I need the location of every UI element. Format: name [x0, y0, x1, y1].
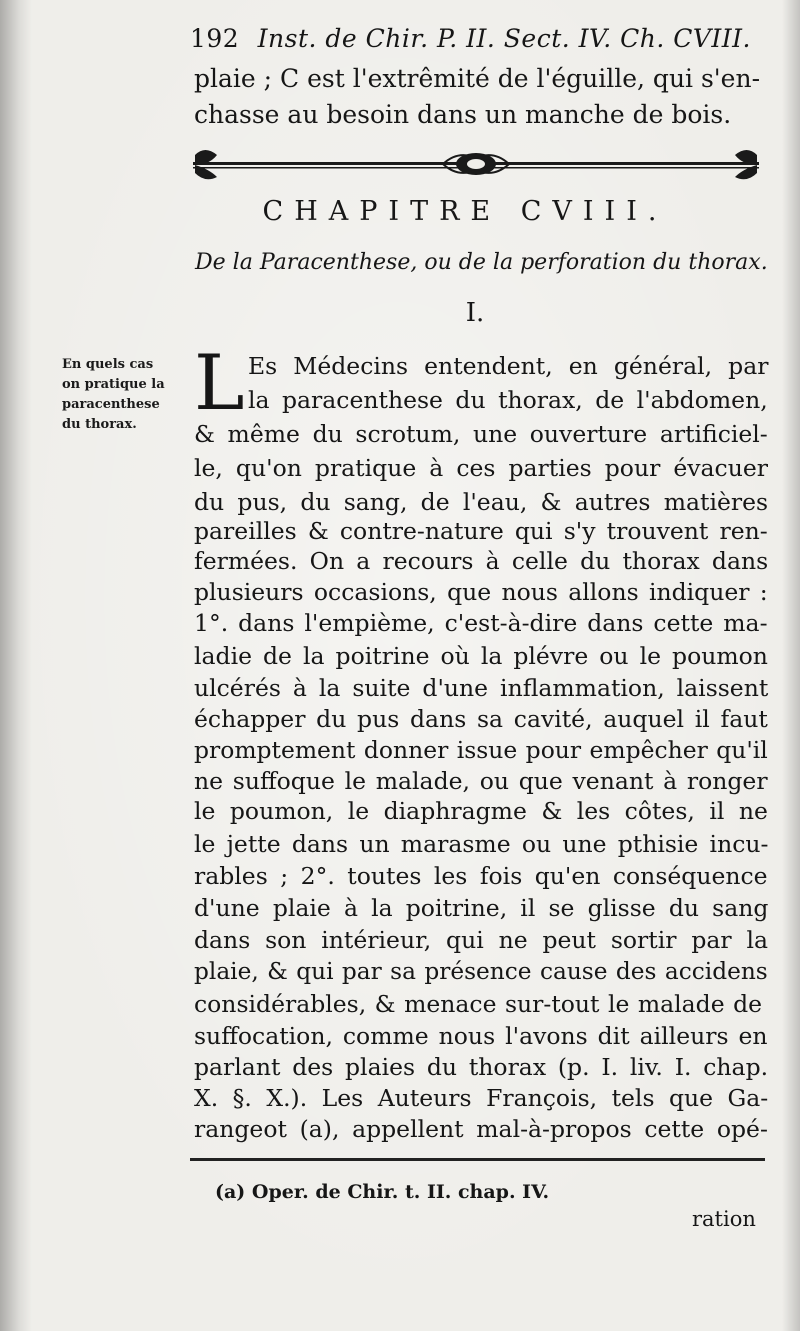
- body-line: d'une plaie à la poitrine, il se glisse du sang: [194, 894, 769, 922]
- body-line: échapper du pus dans sa cavité, auquel il faut: [194, 705, 768, 733]
- body-line: ulcérés à la suite d'une inflammation, laissent: [194, 674, 769, 702]
- body-line: considérables, & menace sur-tout le malade de: [194, 990, 763, 1018]
- body-line: rables ; 2°. toutes les fois qu'en conséquence: [194, 862, 768, 890]
- body-line: ladie de la poitrine où la plévre ou le poumon: [194, 642, 768, 670]
- body-line: fermées. On a recours à celle du thorax dans: [194, 547, 769, 575]
- footnote: (a) Oper. de Chir. t. II. chap. IV.: [215, 1181, 550, 1203]
- body-line: plaie, & qui par sa présence cause des accidens: [194, 958, 768, 985]
- body-line: plusieurs occasions, que nous allons indiquer :: [194, 578, 768, 606]
- page-number: 192: [190, 24, 240, 53]
- body-line: ne suffoque le malade, ou que venant à ronger: [194, 767, 768, 795]
- margin-note-line: paracenthese: [62, 397, 160, 412]
- body-line: 1°. dans l'empième, c'est-à-dire dans cette ma-: [194, 609, 768, 637]
- catchword: ration: [692, 1207, 756, 1231]
- body-line: suffocation, comme nous l'avons dit ailleurs en: [194, 1022, 768, 1050]
- body-line: le poumon, le diaphragme & les côtes, il ne: [194, 797, 768, 825]
- gutter-shadow: [0, 0, 32, 1331]
- body-line: & même du scrotum, une ouverture artificiel-: [194, 420, 768, 448]
- body-line: du pus, du sang, de l'eau, & autres matières: [194, 488, 769, 516]
- margin-note-line: En quels cas: [62, 357, 154, 372]
- chapter-subtitle: De la Paracenthese, ou de la perforation du thorax.: [195, 250, 768, 275]
- margin-note-line: du thorax.: [62, 417, 137, 432]
- margin-note: [62, 355, 182, 435]
- body-line: rangeot (a), appellent mal-à-propos cette opé-: [194, 1115, 768, 1143]
- running-title: Inst. de Chir. P. II. Sect. IV. Ch. CVIII.: [257, 24, 751, 53]
- body-line: X. §. X.). Les Auteurs François, tels que Ga-: [194, 1084, 769, 1112]
- body-line: Es Médecins entendent, en général, par: [248, 352, 769, 380]
- drop-cap: L: [194, 338, 245, 427]
- carryover-line: plaie ; C est l'extrêmité de l'éguille, qui s'en-: [194, 64, 761, 93]
- body-line: pareilles & contre-nature qui s'y trouvent ren-: [194, 517, 768, 545]
- running-header: [190, 24, 770, 53]
- decorative-ornament: [193, 145, 759, 185]
- body-line: le jette dans un marasme ou une pthisie incu-: [194, 830, 769, 858]
- chapter-title: CHAPITRE CVIII.: [262, 196, 668, 227]
- body-line: parlant des plaies du thorax (p. I. liv. I. chap.: [194, 1053, 769, 1081]
- footnote-rule: [190, 1158, 765, 1161]
- section-number: I.: [465, 298, 485, 328]
- body-line: la paracenthese du thorax, de l'abdomen,: [248, 386, 768, 414]
- edge-shadow: [782, 0, 800, 1331]
- margin-note-line: on pratique la: [62, 377, 165, 392]
- body-line: dans son intérieur, qui ne peut sortir par la: [194, 926, 768, 954]
- body-line: le, qu'on pratique à ces parties pour évacuer: [194, 454, 768, 482]
- body-line: promptement donner issue pour empêcher qu'il: [194, 736, 768, 764]
- carryover-line: chasse au besoin dans un manche de bois.: [194, 100, 732, 129]
